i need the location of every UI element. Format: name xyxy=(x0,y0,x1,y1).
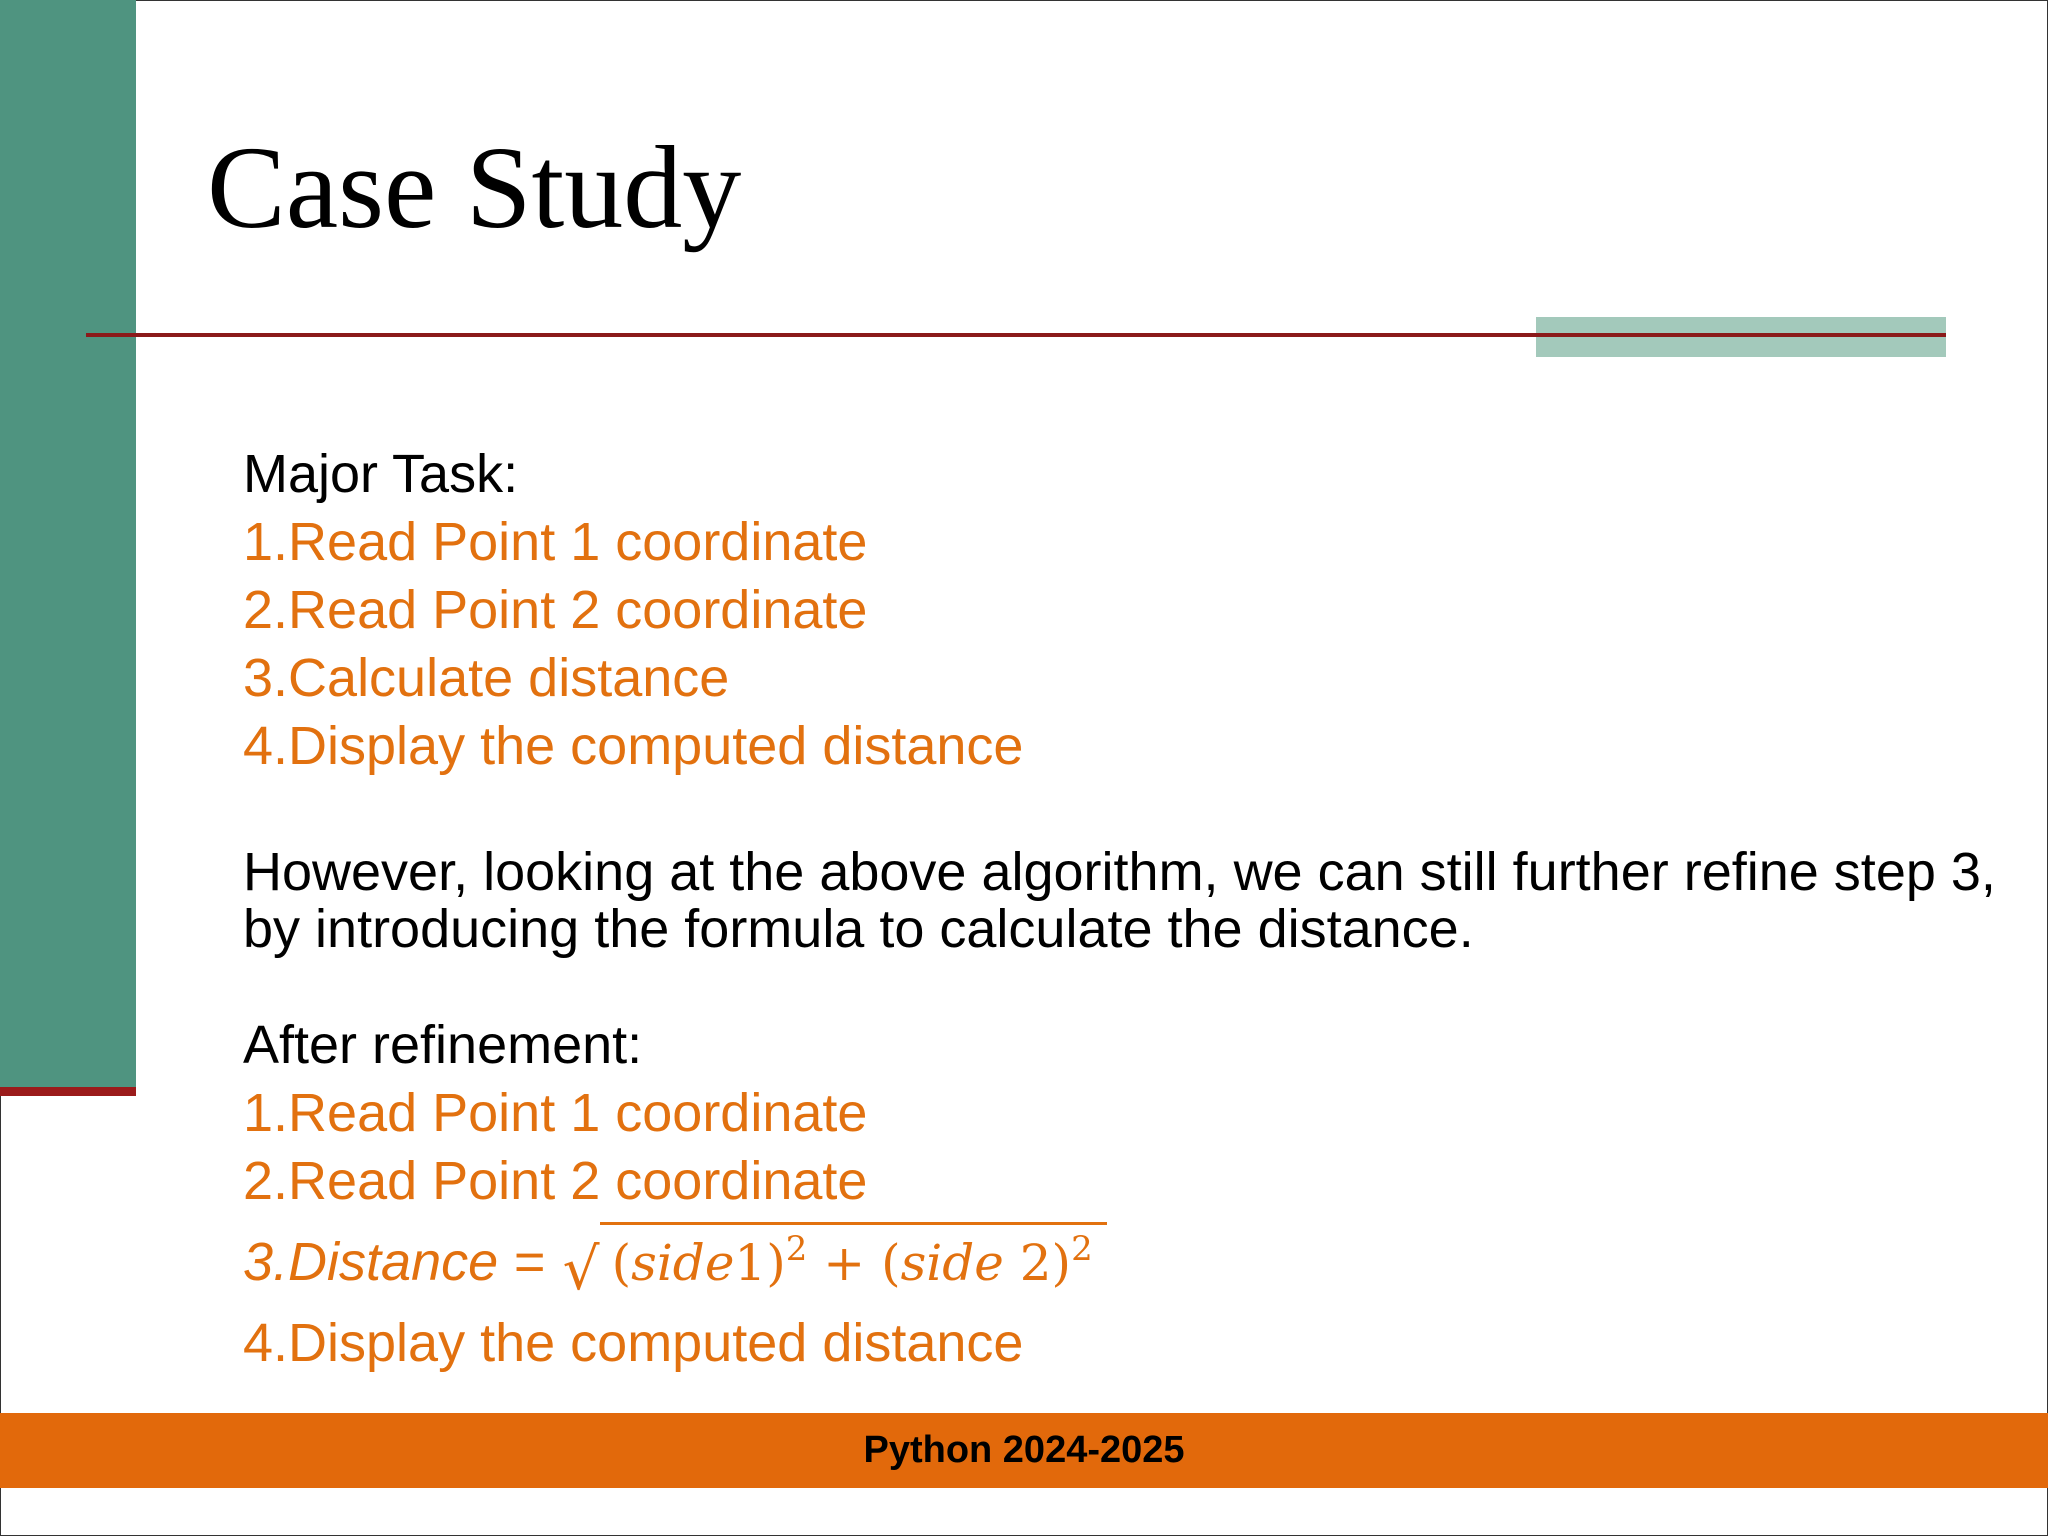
left-bar-bottom-edge xyxy=(0,1087,136,1096)
major-task-heading: Major Task: xyxy=(243,444,519,504)
footer-bar xyxy=(0,1413,2048,1488)
exponent-1: 2 xyxy=(785,1228,808,1269)
slide-title: Case Study xyxy=(207,122,742,253)
refinement-paragraph: However, looking at the above algorithm, we can still further refine step 3, by introducing the formula to calculate the distance. xyxy=(243,842,1996,959)
radicand xyxy=(600,1222,1107,1303)
side-variable-2: side xyxy=(900,1233,1004,1292)
slide-content xyxy=(243,440,2048,1377)
exponent-2: 2 xyxy=(1071,1228,1093,1269)
major-task-step-3: 3.Calculate distance xyxy=(243,648,730,708)
open-paren-1: ( xyxy=(611,1233,632,1292)
close-paren-1: ) xyxy=(766,1233,786,1292)
footer-text: Python 2024-2025 xyxy=(863,1429,1185,1471)
title-rule xyxy=(86,333,1946,337)
refined-step-2: 2.Read Point 2 coordinate xyxy=(243,1151,868,1211)
major-task-step-4: 4.Display the computed distance xyxy=(243,716,1024,776)
plus-sign: + xyxy=(807,1233,882,1292)
close-paren-2: ) xyxy=(1051,1233,1072,1292)
refined-step-1: 1.Read Point 1 coordinate xyxy=(243,1083,868,1143)
square-root-expression xyxy=(563,1222,1107,1303)
major-task-step-1: 1.Read Point 1 coordinate xyxy=(243,512,868,572)
major-task-step-2: 2.Read Point 2 coordinate xyxy=(243,580,868,640)
refined-step-4: 4.Display the computed distance xyxy=(243,1313,1024,1373)
side-number-1: 1 xyxy=(734,1233,767,1292)
square-root-symbol: √ xyxy=(562,1234,600,1303)
side-variable-1: side xyxy=(631,1233,735,1292)
side-number-2: 2 xyxy=(1003,1233,1052,1292)
left-decorative-bar xyxy=(0,0,136,1087)
refined-step-3-formula xyxy=(243,1215,2048,1309)
title-accent-block xyxy=(1536,317,1946,357)
after-refinement-heading: After refinement: xyxy=(243,1015,643,1075)
distance-label: 3.Distance = xyxy=(243,1232,545,1292)
open-paren-2: ( xyxy=(881,1233,901,1292)
